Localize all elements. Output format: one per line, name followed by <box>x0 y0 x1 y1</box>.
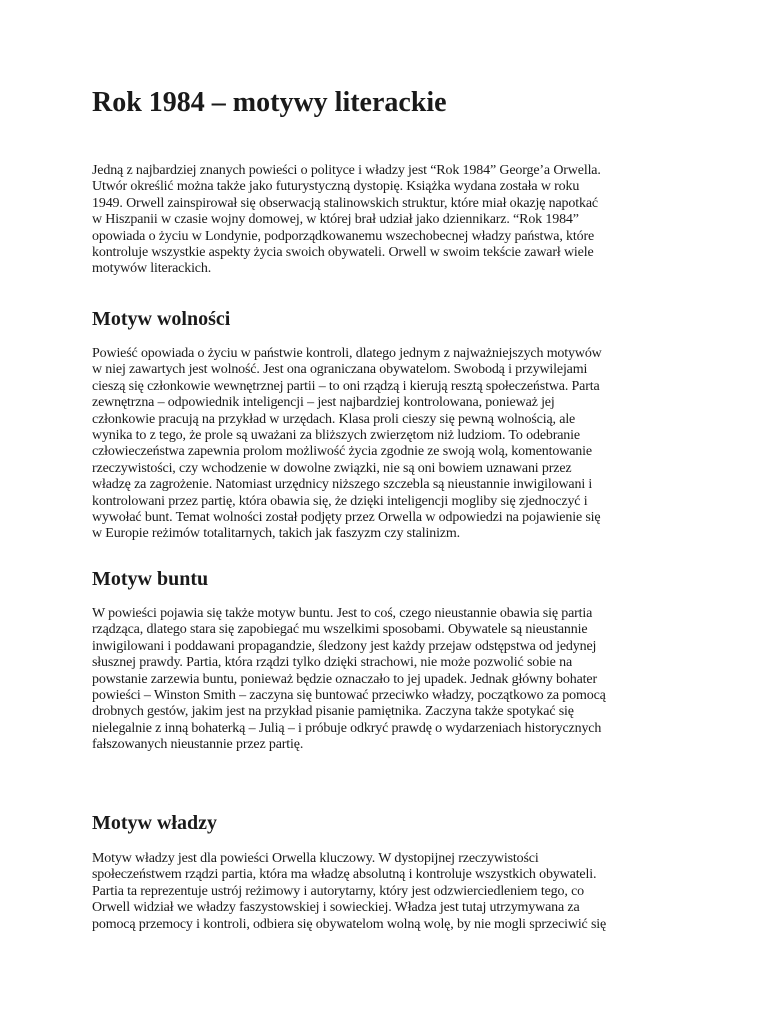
text-line: powstanie zarzewia buntu, ponieważ będzie oznaczało to jej upadek. Jednak główny bohater <box>92 671 597 687</box>
section-paragraph-wladza <box>92 851 606 933</box>
section-heading-wladza: Motyw władzy <box>92 812 217 834</box>
text-line: opowiada o życiu w Londynie, podporządkowanemu wszechobecnej władzy państwa, które <box>92 228 595 244</box>
text-line: władzę za zagrożenie. Natomiast urzędnicy niższego szczebla są nieustannie inwigilowani i <box>92 477 593 493</box>
text-line: powieści – Winston Smith – zaczyna się buntować przeciwko władzy, początkowo za pomocą <box>92 688 606 704</box>
page-title: Rok 1984 – motywy literackie <box>92 87 447 118</box>
text-line: Partia ta reprezentuje ustrój reżimowy i autorytarny, który jest odzwierciedleniem tego, co <box>92 883 584 899</box>
text-line: w Europie reżimów totalitarnych, takich jak faszyzm czy stalinizm. <box>92 526 460 542</box>
text-line: społeczeństwem rządzi partia, która ma władzę absolutną i kontroluje wszystkich obywateli. <box>92 867 597 883</box>
text-line: członkowie pracują na przykład w urzędach. Klasa proli cieszy się pewną wolnością, ale <box>92 411 576 427</box>
text-line: inwigilowani i poddawani propagandzie, śledzony jest każdy przejaw odstępstwa od jedynej <box>92 638 597 654</box>
text-line: cieszą się członkowie wewnętrznej partii – to oni rządzą i kierują resztą społeczeństwa. Parta <box>92 378 600 394</box>
text-line: wywołać bunt. Temat wolności został podjęty przez Orwella w odpowiedzi na pojawienie się <box>92 510 601 526</box>
text-line: słusznej prawdy. Partia, która rządzi tylko dzięki strachowi, nie może pozwolić sobie na <box>92 655 573 671</box>
section-paragraph-bunt <box>92 606 606 754</box>
text-line: człowieczeństwa zapewnia prolom możliwość życia zgodnie ze swoją wolą, komentowanie <box>92 444 592 460</box>
text-line: Motyw władzy jest dla powieści Orwella kluczowy. W dystopijnej rzeczywistości <box>92 851 539 866</box>
text-line: zewnętrzna – odpowiednik inteligencji – jest najbardziej kontrolowana, ponieważ jej <box>92 395 555 411</box>
text-line: rządząca, dlatego stara się zapobiegać mu wszelkimi sposobami. Obywatele są nieustannie <box>92 622 588 638</box>
text-line: kontrolowani przez partię, która obawia się, że dzięki inteligencji mogliby się zjednoczyć i <box>92 493 588 509</box>
text-line: wynika to z tego, że prole są uważani za bliższych zwierzętom niż ludziom. To odebranie <box>92 428 580 444</box>
text-line: Orwell widział we władzy faszystowskiej i sowieckiej. Władza jest tutaj utrzymywana za <box>92 900 580 916</box>
text-line: nielegalnie z inną bohaterką – Julią – i próbuje odkryć prawdę o wydarzeniach historycznych <box>92 720 602 736</box>
text-line: Jedną z najbardziej znanych powieści o polityce i władzy jest “Rok 1984” George’a Orwella. <box>92 163 601 178</box>
text-line: w Hiszpanii w czasie wojny domowej, w której brał udział jako dziennikarz. “Rok 1984” <box>92 212 579 228</box>
section-heading-bunt: Motyw buntu <box>92 568 209 590</box>
text-line: fałszowanych nieustannie przez partię. <box>92 737 304 753</box>
text-line: pomocą przemocy i kontroli, odbiera się obywatelom wolną wolę, by nie mogli sprzeciwić się <box>92 916 607 932</box>
text-line: W powieści pojawia się także motyw buntu. Jest to coś, czego nieustannie obawia się partia <box>92 606 593 621</box>
text-line: Utwór określić można także jako futurystyczną dystopię. Książka wydana została w roku <box>92 179 580 195</box>
text-line: drobnych gestów, jakim jest na przykład pisanie pamiętnika. Zaczyna także spotykać się <box>92 704 574 720</box>
section-paragraph-wolnosc <box>92 346 602 543</box>
section-heading-wolnosc: Motyw wolności <box>92 308 231 330</box>
text-line: w niej zawartych jest wolność. Jest ona ograniczana obywatelom. Swobodą i przywilejami <box>92 362 588 378</box>
text-line: 1949. Orwell zainspirował się obserwacją stalinowskich struktur, które miał okazję napotkać <box>92 195 598 211</box>
text-line: motywów literackich. <box>92 261 212 277</box>
text-line: rzeczywistości, czy wchodzenie w dowolne związki, nie są oni bowiem uznawani przez <box>92 460 572 476</box>
text-line: Powieść opowiada o życiu w państwie kontroli, dlatego jednym z najważniejszych motywów <box>92 346 602 361</box>
intro-paragraph <box>92 163 601 278</box>
text-line: kontroluje wszystkie aspekty życia swoich obywateli. Orwell w swoim tekście zawarł wiele <box>92 245 594 261</box>
